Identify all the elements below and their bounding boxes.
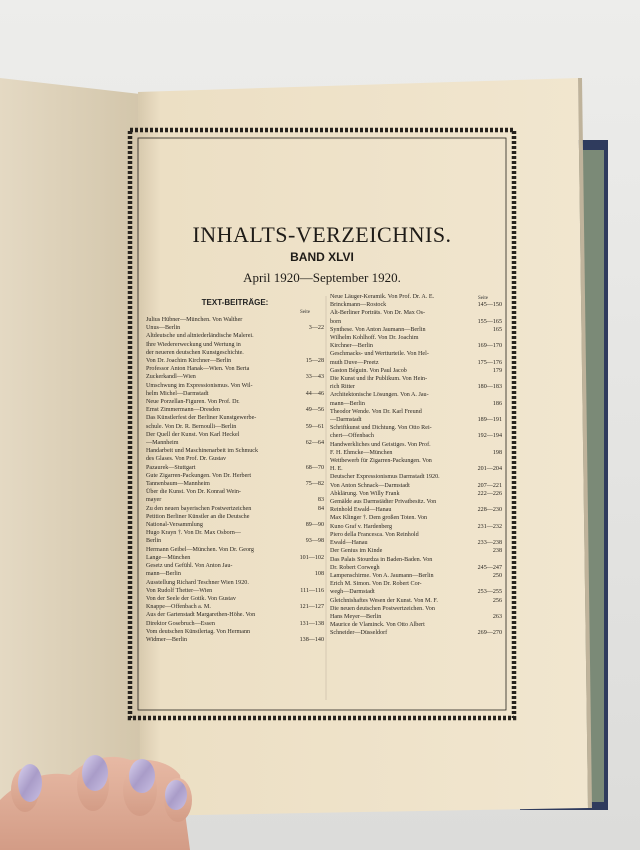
- toc-entry-pages: [500, 293, 502, 301]
- toc-entry-text: Julius Hübner—München. Von Walther: [146, 317, 243, 323]
- toc-entry: [330, 490, 502, 498]
- toc-entry-pages: 15—28: [305, 358, 324, 365]
- toc-entry-pages: 269—270: [477, 630, 502, 637]
- toc-entry: [146, 562, 324, 570]
- toc-entry-pages: [500, 350, 502, 358]
- toc-entry-pages: [322, 431, 324, 439]
- toc-entry-text: Direktor Gosebruch—Essen: [146, 620, 215, 627]
- toc-entry-text: born: [330, 318, 342, 325]
- toc-entry: [146, 398, 324, 406]
- toc-entry: [330, 326, 502, 334]
- toc-entry-pages: 131—138: [299, 620, 324, 627]
- toc-entry-pages: 189—191: [477, 417, 502, 424]
- toc-entry: [146, 603, 324, 611]
- toc-entry: [146, 554, 324, 562]
- toc-entry-pages: [500, 498, 502, 506]
- toc-entry: [330, 342, 502, 350]
- toc-entry-text: mann—Berlin: [146, 571, 181, 578]
- toc-entry-text: Vom deutschen Künstlertag. Von Hermann: [146, 628, 251, 635]
- toc-entry: [330, 359, 502, 367]
- toc-entry-pages: [322, 365, 324, 373]
- toc-entry-pages: [322, 341, 324, 349]
- fingernail: [165, 780, 187, 810]
- toc-entry-pages: 75—82: [305, 481, 324, 488]
- toc-entry-pages: [322, 382, 324, 390]
- toc-entry-pages: 165: [492, 326, 502, 333]
- toc-entry-pages: [500, 514, 502, 522]
- toc-entry-pages: 145—150: [477, 302, 502, 309]
- toc-entry-text: Reinhold Ewald—Hanau: [330, 507, 392, 514]
- toc-entry-text: wegh—Darmstadt: [330, 589, 375, 596]
- toc-entry-pages: [322, 316, 324, 324]
- toc-entry-pages: 138—140: [299, 636, 324, 643]
- toc-entry-text: Max Klinger †. Dem großen Toten. Von: [330, 515, 428, 522]
- toc-entry: [146, 423, 324, 431]
- toc-entry-text: Hans Meyer—Berlin: [330, 613, 382, 620]
- toc-entry: [146, 628, 324, 636]
- toc-entry: [146, 349, 324, 357]
- toc-entry: [146, 439, 324, 447]
- toc-entry-text: Ihre Wiedererweckung und Wertung in: [146, 341, 241, 348]
- toc-entry-text: Zuckerkandl—Wien: [146, 374, 196, 381]
- toc-entry-pages: [322, 579, 324, 587]
- toc-entry: [330, 597, 502, 605]
- toc-entry-pages: 93—98: [305, 538, 324, 545]
- page-title: INHALTS-VERZEICHNIS.: [192, 222, 452, 247]
- toc-entry-text: Ausstellung Richard Teschner Wien 1920.: [146, 579, 249, 586]
- fingernail: [18, 764, 42, 802]
- toc-entry: [330, 482, 502, 490]
- toc-entry-pages: 68—70: [305, 464, 324, 471]
- toc-entry: [330, 580, 502, 588]
- toc-entry-text: chert—Offenbach: [330, 433, 374, 440]
- toc-entry-text: —Mannheim: [146, 440, 179, 447]
- toc-entry-text: mann—Berlin: [330, 400, 365, 407]
- toc-entry-pages: [322, 447, 324, 455]
- toc-entry-text: National-Versammlung: [146, 522, 203, 529]
- toc-entry-text: Petition Berliner Künstler an die Deutsche: [146, 513, 250, 520]
- toc-entry-text: Wettbewerb für Zigarren-Packungen. Von: [330, 458, 432, 465]
- toc-entry: [330, 408, 502, 416]
- toc-entry-pages: [500, 580, 502, 588]
- toc-entry: [146, 341, 324, 349]
- toc-entry-pages: [500, 334, 502, 342]
- toc-entry: [146, 496, 324, 504]
- toc-entry-pages: [322, 349, 324, 357]
- toc-entry-text: Gute Zigarren-Packungen. Von Dr. Herbert: [146, 472, 252, 479]
- toc-entry: [330, 613, 502, 621]
- toc-entry-text: mayer: [146, 497, 162, 504]
- toc-entry-text: Handwerkliches und Geistiges. Von Prof.: [330, 441, 431, 448]
- toc-entry-pages: 33—43: [305, 374, 324, 381]
- toc-entry-text: Theodor Wende. Von Dr. Karl Freund: [330, 408, 422, 415]
- toc-entry-pages: [322, 628, 324, 636]
- toc-entry: [146, 620, 324, 628]
- toc-entry: [146, 390, 324, 398]
- toc-entry-text: Das Künstlerfest der Berliner Kunstgewerbe-: [146, 415, 257, 422]
- toc-entry-pages: 83: [317, 497, 324, 504]
- toc-entry: [146, 595, 324, 603]
- toc-entry-pages: 233—238: [477, 540, 502, 547]
- toc-entry: [330, 293, 502, 301]
- toc-entry-text: Alt-Berliner Porträts. Von Dr. Max Os-: [330, 310, 426, 317]
- toc-entry-pages: 231—232: [477, 523, 502, 530]
- toc-entry: [330, 523, 502, 531]
- toc-entry-text: Deutscher Expressionismus Darmstadt 1920.: [330, 474, 440, 481]
- toc-entry: [146, 455, 324, 463]
- toc-entry-pages: [322, 611, 324, 619]
- toc-entry: [330, 621, 502, 629]
- toc-entry-text: Kuno Graf v. Hardenberg: [330, 523, 393, 530]
- toc-entry-pages: [322, 595, 324, 603]
- toc-entry-pages: 111—116: [300, 587, 324, 594]
- toc-entry: [330, 400, 502, 408]
- toc-entry-pages: 198: [492, 449, 502, 456]
- toc-entry-pages: [322, 562, 324, 570]
- toc-entry: [330, 473, 502, 481]
- toc-entry-text: Tannenbaum—Mannheim: [146, 481, 210, 488]
- toc-entry: [146, 472, 324, 480]
- toc-entry: [330, 572, 502, 580]
- toc-entry-text: —Darmstadt: [330, 417, 362, 424]
- toc-entry: [330, 564, 502, 572]
- toc-entry-text: rich Ritter: [330, 384, 355, 391]
- toc-entry-text: Gemälde aus Darmstädter Privatbesitz. Von: [330, 499, 437, 506]
- toc-entry-text: schule. Von Dr. R. Bernoulli—Berlin: [146, 423, 237, 430]
- toc-entry-text: Kirchner—Berlin: [330, 343, 373, 350]
- toc-entry: [330, 506, 502, 514]
- toc-entry: [146, 480, 324, 488]
- toc-entry: [146, 357, 324, 365]
- toc-entry-pages: [322, 546, 324, 554]
- toc-entry: [146, 570, 324, 578]
- toc-entry-text: Von Rudolf Thetter—Wien: [146, 587, 213, 594]
- toc-entry-pages: 263: [492, 613, 502, 620]
- toc-entry-text: Altdeutsche und altniederländische Malerei.: [146, 333, 254, 340]
- toc-entry-pages: [500, 309, 502, 317]
- toc-entry: [330, 424, 502, 432]
- toc-entry-text: Brinckmann—Rostock: [330, 302, 387, 309]
- toc-entry: [330, 318, 502, 326]
- toc-entry-text: Die Kunst und ihr Publikum. Von Hein-: [330, 376, 428, 383]
- toc-entry-text: Dr. Robert Corwegh: [330, 564, 380, 571]
- toc-entry-text: Gaston Béguin. Von Paul Jacob: [330, 367, 407, 374]
- toc-entry-pages: 250: [492, 572, 502, 579]
- toc-entry-pages: [322, 332, 324, 340]
- toc-entry: [330, 350, 502, 358]
- toc-entry-text: Gesetz und Gefühl. Von Anton Jau-: [146, 563, 233, 570]
- date-range: April 1920—September 1920.: [243, 270, 401, 285]
- toc-entry: [330, 498, 502, 506]
- toc-entry-pages: [322, 455, 324, 463]
- toc-entry: [146, 611, 324, 619]
- toc-entry-text: Über die Kunst. Von Dr. Konrad Wein-: [146, 489, 241, 496]
- toc-entry-pages: [500, 424, 502, 432]
- toc-entry: [330, 465, 502, 473]
- toc-entry-pages: 169—170: [477, 343, 502, 350]
- toc-entry: [330, 367, 502, 375]
- toc-entry-text: des Glases. Von Prof. Dr. Gustav: [146, 456, 227, 463]
- toc-entry: [330, 547, 502, 555]
- toc-entry-text: Erich M. Simon. Von Dr. Robert Cor-: [330, 581, 422, 588]
- toc-entry-pages: [500, 556, 502, 564]
- fingernail: [82, 755, 108, 791]
- toc-right-column: [330, 293, 502, 638]
- toc-entry-pages: 101—102: [299, 554, 324, 561]
- toc-entry-pages: [500, 391, 502, 399]
- toc-entry-text: Ewald—Hanau: [330, 540, 368, 547]
- toc-entry: [146, 636, 324, 644]
- toc-entry-text: Geschmacks- und Wertturteile. Von Hel-: [330, 351, 429, 358]
- toc-entry-text: Lange—München: [146, 554, 191, 561]
- toc-entry-text: Professor Anton Hanak—Wien. Von Berta: [146, 366, 250, 373]
- toc-entry: [330, 383, 502, 391]
- toc-entry: [330, 514, 502, 522]
- toc-entry-text: Umschwung im Expressionismus. Von Wil-: [146, 382, 253, 389]
- toc-entry-text: Das Palais Stourdza in Baden-Baden. Von: [330, 556, 433, 563]
- left-page: [0, 78, 140, 842]
- volume-label: BAND XLVI: [290, 250, 354, 264]
- toc-entry-pages: [322, 414, 324, 422]
- toc-entry-pages: 59—61: [305, 423, 324, 430]
- toc-entry-pages: 179: [492, 367, 502, 374]
- toc-entry: [330, 334, 502, 342]
- toc-entry: [330, 301, 502, 309]
- toc-entry: [146, 365, 324, 373]
- toc-entry-pages: 84: [317, 505, 324, 512]
- toc-entry: [330, 531, 502, 539]
- toc-entry-pages: 222—226: [477, 490, 502, 497]
- toc-entry-pages: [322, 529, 324, 537]
- toc-entry-text: Ernst Zimmermann—Dresden: [146, 407, 220, 414]
- toc-entry-text: Unus—Berlin: [146, 325, 181, 332]
- toc-entry: [330, 375, 502, 383]
- toc-entry-pages: [500, 473, 502, 481]
- toc-entry-pages: 228—230: [477, 507, 502, 514]
- toc-entry-pages: [322, 472, 324, 480]
- toc-left-column: [146, 316, 324, 644]
- toc-entry: [146, 316, 324, 324]
- toc-entry-pages: [500, 408, 502, 416]
- toc-entry-pages: 256: [492, 597, 502, 604]
- toc-entry: [146, 324, 324, 332]
- toc-entry: [330, 556, 502, 564]
- toc-entry-text: muth Duve—Preetz: [330, 359, 379, 366]
- toc-entry-pages: 121—127: [299, 604, 324, 611]
- toc-entry-text: Widmer—Berlin: [146, 636, 188, 643]
- toc-entry-pages: [322, 513, 324, 521]
- page-column-label-right: Seite: [478, 296, 488, 301]
- toc-entry-text: Aus der Gartenstadt Margarethen-Höhe. Von: [146, 612, 256, 619]
- toc-entry: [146, 464, 324, 472]
- toc-entry-pages: 175—176: [477, 359, 502, 366]
- toc-entry-pages: 108: [314, 571, 324, 578]
- toc-entry-text: der neueren deutschen Kunstgeschichte.: [146, 349, 244, 356]
- toc-entry-pages: [500, 441, 502, 449]
- toc-entry-text: Zu den neuen bayerischen Postwertzeichen: [146, 505, 252, 512]
- toc-entry-text: Pazaurek—Stuttgart: [146, 464, 196, 471]
- toc-entry: [330, 605, 502, 613]
- toc-entry: [330, 539, 502, 547]
- toc-entry: [146, 488, 324, 496]
- toc-entry-text: Der Genius im Kinde: [330, 548, 383, 555]
- toc-entry: [146, 529, 324, 537]
- toc-entry: [146, 406, 324, 414]
- toc-entry-text: Synthese. Von Anton Jaumann—Berlin: [330, 326, 426, 333]
- toc-entry-text: Schriftkunst und Dichtung. Von Otto Rei-: [330, 425, 432, 432]
- toc-entry-pages: [500, 621, 502, 629]
- toc-entry: [330, 629, 502, 637]
- toc-entry: [146, 373, 324, 381]
- toc-entry: [146, 513, 324, 521]
- toc-entry: [146, 521, 324, 529]
- toc-entry-text: Von Anton Schnack—Darmstadt: [330, 482, 410, 489]
- toc-entry-text: Piero della Francesca. Von Reinhold: [330, 531, 419, 538]
- fingernail: [129, 759, 155, 793]
- toc-entry-pages: 201—204: [477, 466, 502, 473]
- toc-entry: [330, 588, 502, 596]
- toc-entry: [146, 505, 324, 513]
- toc-entry-pages: 245—247: [477, 564, 502, 571]
- toc-entry-pages: 207—221: [477, 482, 502, 489]
- toc-entry-pages: 62—64: [305, 440, 324, 447]
- toc-entry-text: Neue Läuger-Keramik. Von Prof. Dr. A. E.: [330, 294, 435, 300]
- toc-entry-text: Von Dr. Joachim Kirchner—Berlin: [146, 358, 232, 365]
- toc-entry-text: Architektonische Lösungen. Von A. Jau-: [330, 392, 429, 399]
- toc-entry: [330, 441, 502, 449]
- toc-entry-text: Schneider—Düsseldorf: [330, 630, 388, 637]
- page-column-label-left: Seite: [300, 310, 310, 315]
- toc-entry: [146, 537, 324, 545]
- toc-entry-text: Abklärung. Von Willy Frank: [330, 490, 400, 497]
- toc-entry-pages: 180—183: [477, 384, 502, 391]
- hand: [0, 755, 192, 850]
- toc-entry-pages: 44—46: [305, 390, 324, 397]
- toc-entry-pages: 49—56: [305, 407, 324, 414]
- toc-entry-pages: 89—90: [305, 522, 324, 529]
- toc-entry: [146, 447, 324, 455]
- toc-entry: [146, 546, 324, 554]
- toc-entry-pages: 155—165: [477, 318, 502, 325]
- toc-entry: [146, 382, 324, 390]
- toc-entry: [330, 449, 502, 457]
- toc-entry: [330, 309, 502, 317]
- toc-entry-text: Gleichnishaftes Wesen der Kunst. Von M. F.: [330, 597, 438, 604]
- toc-entry-text: Der Quell der Kunst. Von Karl Heckel: [146, 431, 240, 438]
- toc-entry-text: Maurice de Vlaminck. Von Otto Albert: [330, 622, 425, 629]
- toc-entry-text: Die neuen deutschen Postwertzeichen. Von: [330, 605, 435, 612]
- toc-entry-text: Hugo Krayn †. Von Dr. Max Osborn—: [146, 530, 241, 537]
- toc-entry-pages: 238: [492, 548, 502, 555]
- toc-entry-pages: 253—255: [477, 589, 502, 596]
- toc-entry: [330, 416, 502, 424]
- toc-entry: [330, 391, 502, 399]
- toc-entry: [330, 432, 502, 440]
- toc-entry-text: F. H. Ehmcke—München: [330, 449, 393, 456]
- toc-entry-text: Wilhelm Kohlhoff. Von Dr. Joachim: [330, 335, 419, 342]
- toc-entry-text: Lampenschirme. Von A. Jaumann—Berlin: [330, 572, 434, 579]
- toc-entry-pages: [322, 398, 324, 406]
- toc-entry: [146, 332, 324, 340]
- toc-entry-pages: [500, 457, 502, 465]
- toc-entry-text: Berlin: [146, 538, 162, 545]
- toc-entry-pages: 186: [492, 400, 502, 407]
- toc-entry: [146, 414, 324, 422]
- toc-entry-text: helm Michel—Darmstadt: [146, 390, 209, 397]
- toc-entry-pages: [322, 488, 324, 496]
- toc-entry-text: Knappe—Offenbach a. M.: [146, 604, 211, 611]
- toc-entry-text: H. E.: [330, 466, 343, 473]
- toc-entry: [146, 431, 324, 439]
- toc-entry-pages: 192—194: [477, 433, 502, 440]
- toc-entry: [146, 579, 324, 587]
- toc-entry: [330, 457, 502, 465]
- toc-entry-pages: [500, 531, 502, 539]
- toc-entry-text: Handarbeit und Maschinenarbeit im Schmuck: [146, 448, 259, 455]
- toc-entry-pages: [500, 375, 502, 383]
- toc-entry: [146, 587, 324, 595]
- toc-entry-pages: 3—22: [308, 325, 324, 332]
- toc-entry-pages: [500, 605, 502, 613]
- toc-entry-text: Von der Seele der Gotik. Von Gustav: [146, 595, 236, 602]
- toc-entry-text: Hermann Geibel—München. Von Dr. Georg: [146, 546, 254, 553]
- section-heading: TEXT-BEITRÄGE:: [201, 298, 269, 307]
- toc-entry-text: Neue Porzellan-Figuren. Von Prof. Dr.: [146, 399, 240, 406]
